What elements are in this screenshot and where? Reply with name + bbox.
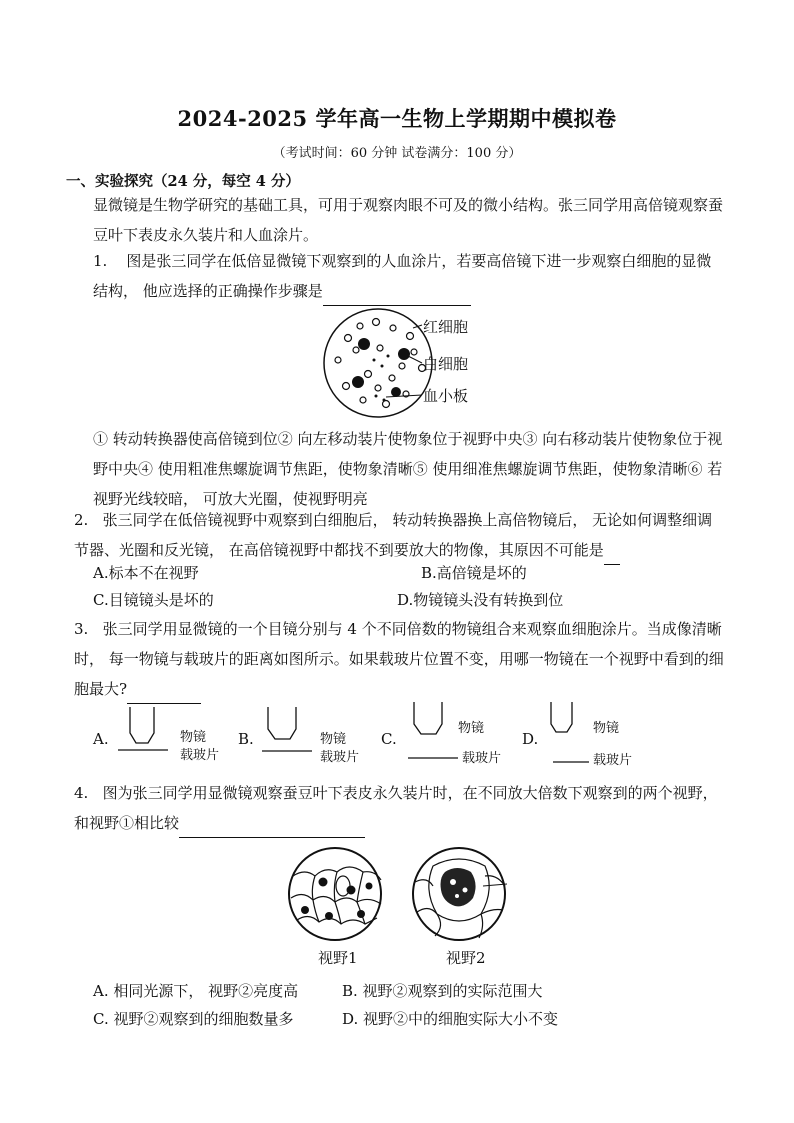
answer-blank[interactable] <box>323 287 471 306</box>
field-2-label: 视野2 <box>446 949 486 967</box>
objective-label-b: 物镜 <box>320 732 347 747</box>
slide-label-c: 载玻片 <box>462 751 502 766</box>
question-1 <box>93 246 723 306</box>
answer-blank[interactable] <box>127 685 201 704</box>
slide-label-b: 载玻片 <box>320 750 360 765</box>
objective-label-d: 物镜 <box>593 721 620 736</box>
field-1-label: 视野1 <box>318 949 358 967</box>
slide-label-d: 载玻片 <box>593 753 633 768</box>
label-red-blood-cell: 红细胞 <box>423 318 469 336</box>
q4-option-a[interactable]: A. 相同光源下， 视野②亮度高 <box>93 982 299 1000</box>
q4-option-c[interactable]: C. 视野②观察到的细胞数量多 <box>93 1010 294 1028</box>
q3-option-a[interactable]: A. <box>93 730 109 748</box>
q2-option-a[interactable]: A.标本不在视野 <box>93 564 199 582</box>
q2-option-c[interactable]: C.目镜镜头是坏的 <box>93 591 214 609</box>
q2-option-d[interactable]: D.物镜镜头没有转换到位 <box>397 591 564 609</box>
q2-option-b[interactable]: B.高倍镜是坏的 <box>421 564 527 582</box>
objective-label-c: 物镜 <box>458 721 485 736</box>
microscope-fields-figure <box>285 846 525 946</box>
label-white-blood-cell: 白细胞 <box>423 355 469 373</box>
question-4 <box>74 778 726 838</box>
exam-info: （考试时间：60 分钟 试卷满分：100 分） <box>272 146 522 161</box>
objective-lens-a-figure <box>118 705 178 765</box>
q4-option-d[interactable]: D. 视野②中的细胞实际大小不变 <box>342 1010 559 1028</box>
question-number: 3. <box>74 620 89 638</box>
section-heading: 一、实验探究（24 分，每空 4 分） <box>66 173 300 190</box>
slide-label-a: 载玻片 <box>180 748 220 763</box>
question-number: 2. <box>74 511 89 529</box>
intro-paragraph: 显微镜是生物学研究的基础工具，可用于观察肉眼不可及的微小结构。张三同学用高倍镜观察蚕豆叶下表皮永久装片和人血涂片。 <box>93 196 724 244</box>
objective-label-a: 物镜 <box>180 730 207 745</box>
question-number: 1. <box>93 252 108 270</box>
q3-option-b[interactable]: B. <box>238 730 254 748</box>
objective-lens-b-figure <box>262 705 322 765</box>
label-platelet: 血小板 <box>423 387 469 405</box>
question-3 <box>74 614 726 704</box>
question-text: 张三同学用显微镜的一个目镜分别与 4 个不同倍数的物镜组合来观察血细胞涂片。当成像清晰时， 每一物镜与载玻片的距离如图所示。如果载玻片位置不变，用哪一物镜在一个视野中看到的细胞最大? <box>74 620 724 698</box>
page-title: 2024-2025 学年高一生物上学期期中模拟卷 <box>177 106 617 131</box>
answer-blank[interactable] <box>179 819 365 838</box>
q1-steps: ① 转动转换器使高倍镜到位② 向左移动装片使物象位于视野中央③ 向右移动装片使物象位于视野中央④ 使用粗准焦螺旋调节焦距，使物象清晰⑤ 使用细准焦螺旋调节焦距，使物象清晰⑥ 若视野光线较暗， 可放大光圈，使视野明亮 <box>93 430 723 508</box>
q3-option-c[interactable]: C. <box>381 730 397 748</box>
question-2 <box>74 505 726 565</box>
question-text: 图为张三同学用显微镜观察蚕豆叶下表皮永久装片时，在不同放大倍数下观察到的两个视野， 和视野①相比较 <box>74 784 718 832</box>
blood-smear-figure <box>318 308 518 418</box>
q4-option-b[interactable]: B. 视野②观察到的实际范围大 <box>342 982 543 1000</box>
question-text: 张三同学在低倍镜视野中观察到白细胞后， 转动转换器换上高倍物镜后， 无论如何调整细调节器、光圈和反光镜， 在高倍镜视野中都找不到要放大的物像，其原因不可能是 <box>74 511 713 559</box>
question-text: 图是张三同学在低倍显微镜下观察到的人血涂片，若要高倍镜下进一步观察白细胞的显微结构， 他应选择的正确操作步骤是 <box>93 252 712 300</box>
q3-option-d[interactable]: D. <box>522 730 539 748</box>
question-number: 4. <box>74 784 89 802</box>
answer-blank[interactable] <box>604 546 620 565</box>
